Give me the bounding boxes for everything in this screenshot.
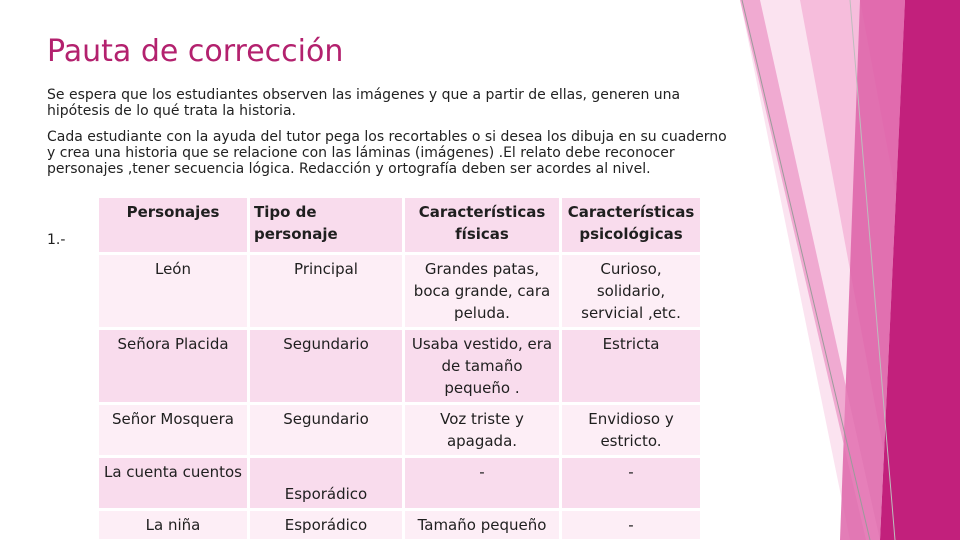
header-caracteristicas-fisicas: Características físicas [405, 198, 559, 252]
slide-title: Pauta de corrección [47, 34, 344, 69]
table-cell: Señora Placida [99, 330, 247, 402]
table-cell: León [99, 255, 247, 327]
table-row [99, 458, 700, 508]
table-header-row [99, 198, 700, 252]
table-cell: Grandes patas, boca grande, cara peluda. [405, 255, 559, 327]
table-cell: - [405, 458, 559, 508]
table-cell: Esporádico [250, 458, 402, 508]
header-personajes: Personajes [99, 198, 247, 252]
table-cell: Estricta [562, 330, 700, 402]
header-tipo-de-personaje: Tipo de personaje [250, 198, 402, 252]
table-cell: Curioso, solidario, servicial ,etc. [562, 255, 700, 327]
table-cell: Segundario [250, 330, 402, 402]
table-cell: Tamaño pequeño [405, 511, 559, 539]
table-cell: La cuenta cuentos [99, 458, 247, 508]
table-cell: Señor Mosquera [99, 405, 247, 455]
table-cell: Esporádico [250, 511, 402, 539]
table-cell: Usaba vestido, era de tamaño pequeño . [405, 330, 559, 402]
table-row [99, 255, 700, 327]
table-cell: Segundario [250, 405, 402, 455]
header-caracteristicas-psicologicas: Características psicológicas [562, 198, 700, 252]
table-cell: Envidioso y estricto. [562, 405, 700, 455]
table-cell: Voz triste y apagada. [405, 405, 559, 455]
characters-table [96, 195, 703, 542]
table-cell: La niña [99, 511, 247, 539]
table-row [99, 405, 700, 455]
table-cell: Principal [250, 255, 402, 327]
item-number: 1.- [47, 232, 66, 248]
table-cell: - [562, 511, 700, 539]
table-row [99, 330, 700, 402]
table-row [99, 511, 700, 539]
instruction-paragraph-2: Cada estudiante con la ayuda del tutor pega los recortables o si desea los dibuja en su cuaderno y crea una historia que se relacione con las láminas (imágenes) .El relato debe reconocer personajes ,tener secuencia lógica. Redacción y ortografía deben ser acordes al nivel. [47, 129, 727, 177]
instruction-paragraph-1: Se espera que los estudiantes observen las imágenes y que a partir de ellas, generen una hipótesis de lo qué trata la historia. [47, 87, 681, 119]
table-cell: - [562, 458, 700, 508]
